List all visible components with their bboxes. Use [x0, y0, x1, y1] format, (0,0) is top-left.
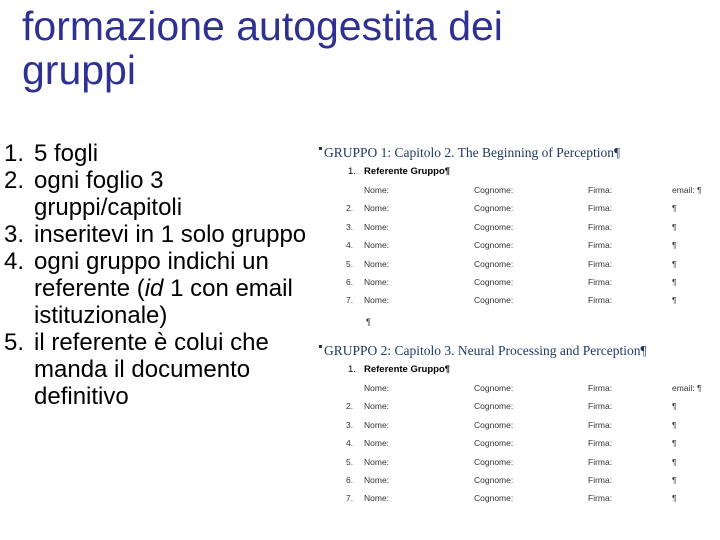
list-text: inseritevi in 1 solo gruppo — [34, 221, 307, 248]
list-number: 5. — [4, 329, 25, 356]
form-field-label: Cognome: — [474, 258, 514, 269]
row-number: 7. — [346, 295, 354, 306]
form-field-label: Nome: — [364, 295, 390, 306]
form-field-label: Cognome: — [474, 438, 514, 449]
form-field-label: Cognome: — [474, 240, 514, 251]
referent-line — [348, 166, 450, 177]
form-field-label: Cognome: — [474, 383, 514, 393]
list-item — [4, 329, 314, 410]
form-field-label: Cognome: — [474, 221, 514, 232]
form-field-label: Firma: — [588, 401, 613, 412]
row-number: 5. — [346, 258, 354, 269]
form-row — [318, 383, 702, 399]
form-field-label: Firma: — [588, 203, 613, 214]
referent-label: Referente Gruppo¶ — [364, 364, 451, 375]
form-field-label: Firma: — [588, 438, 613, 449]
form-field-label: email: ¶ — [672, 185, 702, 195]
form-field-label: Firma: — [588, 419, 613, 430]
group-heading: GRUPPO 1: Capitolo 2. The Beginning of Perception¶ — [324, 145, 621, 160]
form-field-label: Nome: — [364, 383, 390, 393]
form-field-label: Cognome: — [474, 493, 514, 504]
form-row — [318, 401, 688, 417]
referent-line — [348, 364, 450, 375]
list-text-italic: id — [144, 275, 164, 302]
form-field-label: ¶ — [672, 258, 677, 269]
form-field-label: ¶ — [672, 277, 677, 287]
list-number: 3. — [4, 221, 25, 248]
form-field-label: ¶ — [672, 401, 677, 412]
form-row — [318, 240, 688, 256]
form-field-label: Cognome: — [474, 401, 514, 412]
form-field-label: Firma: — [588, 295, 613, 306]
form-field-label: Nome: — [364, 185, 390, 195]
form-row — [318, 420, 688, 436]
form-row — [318, 185, 702, 201]
document-image — [318, 145, 702, 515]
row-number: 6. — [346, 475, 354, 485]
form-field-label: Firma: — [588, 277, 613, 287]
list-text: 1 con email istituzionale) — [34, 275, 293, 329]
form-field-label: Cognome: — [474, 203, 514, 214]
form-field-label: Cognome: — [474, 295, 514, 306]
form-field-label: Firma: — [588, 475, 613, 485]
form-field-label: Nome: — [364, 258, 390, 269]
form-row — [318, 277, 688, 293]
row-number: 2. — [346, 401, 354, 412]
form-row — [318, 259, 688, 275]
form-field-label: ¶ — [672, 419, 677, 430]
referent-number: 1. — [348, 166, 356, 177]
row-number: 4. — [346, 438, 354, 449]
list-text: 5 fogli — [34, 140, 99, 167]
form-field-label: Firma: — [588, 240, 613, 251]
list-item — [4, 167, 314, 221]
list-text: ogni gruppo indichi un referente ( — [34, 248, 269, 302]
form-field-label: ¶ — [672, 475, 677, 485]
row-number: 6. — [346, 277, 354, 287]
form-field-label: ¶ — [672, 456, 677, 467]
form-row — [318, 203, 688, 219]
form-row — [318, 475, 688, 491]
form-field-label: Firma: — [588, 185, 613, 195]
list-text: il referente è colui che manda il documento definitivo — [34, 329, 269, 410]
form-field-label: Nome: — [364, 456, 390, 467]
form-field-label: Firma: — [588, 221, 613, 232]
form-row — [318, 438, 688, 454]
referent-label: Referente Gruppo¶ — [364, 166, 451, 177]
row-number: 3. — [346, 419, 354, 430]
list-item — [4, 221, 314, 248]
row-number: 5. — [346, 456, 354, 467]
form-field-label: Firma: — [588, 383, 613, 393]
form-row — [318, 295, 688, 311]
form-field-label: ¶ — [672, 493, 677, 504]
form-field-label: Cognome: — [474, 185, 514, 195]
form-row — [318, 493, 688, 509]
list-number: 2. — [4, 167, 25, 194]
form-row — [318, 457, 688, 473]
referent-number: 1. — [348, 364, 356, 375]
list-item — [4, 140, 314, 167]
row-number: 4. — [346, 240, 354, 251]
list-number: 1. — [4, 140, 25, 167]
list-number: 4. — [4, 248, 25, 275]
form-field-label: ¶ — [672, 438, 677, 449]
instruction-list — [4, 140, 314, 410]
row-number: 2. — [346, 203, 354, 214]
form-field-label: ¶ — [672, 221, 677, 232]
page-title: formazione autogestita dei gruppi — [22, 3, 503, 93]
form-field-label: Nome: — [364, 240, 390, 251]
list-text: ogni foglio 3 gruppi/capitoli — [34, 167, 183, 221]
form-field-label: Firma: — [588, 258, 613, 269]
form-field-label: Cognome: — [474, 475, 514, 485]
row-number: 3. — [346, 221, 354, 232]
form-field-label: Nome: — [364, 475, 390, 485]
form-row — [318, 222, 688, 238]
form-field-label: Firma: — [588, 456, 613, 467]
form-field-label: Nome: — [364, 203, 390, 214]
group-heading: GRUPPO 2: Capitolo 3. Neural Processing and Perception¶ — [324, 343, 647, 358]
form-field-label: ¶ — [672, 295, 677, 306]
form-field-label: Nome: — [364, 493, 390, 504]
form-field-label: Cognome: — [474, 277, 514, 287]
form-field-label: Cognome: — [474, 456, 514, 467]
form-field-label: email: ¶ — [672, 383, 702, 393]
form-field-label: Nome: — [364, 401, 390, 412]
form-field-label: Nome: — [364, 277, 390, 287]
form-field-label: Cognome: — [474, 419, 514, 430]
form-field-label: Nome: — [364, 438, 390, 449]
form-field-label: Nome: — [364, 419, 390, 430]
row-number: 7. — [346, 493, 354, 504]
paragraph-mark: ¶ — [366, 317, 371, 327]
list-item — [4, 248, 314, 329]
form-field-label: ¶ — [672, 203, 677, 214]
form-field-label: Nome: — [364, 221, 390, 232]
form-field-label: ¶ — [672, 240, 677, 251]
form-field-label: Firma: — [588, 493, 613, 504]
